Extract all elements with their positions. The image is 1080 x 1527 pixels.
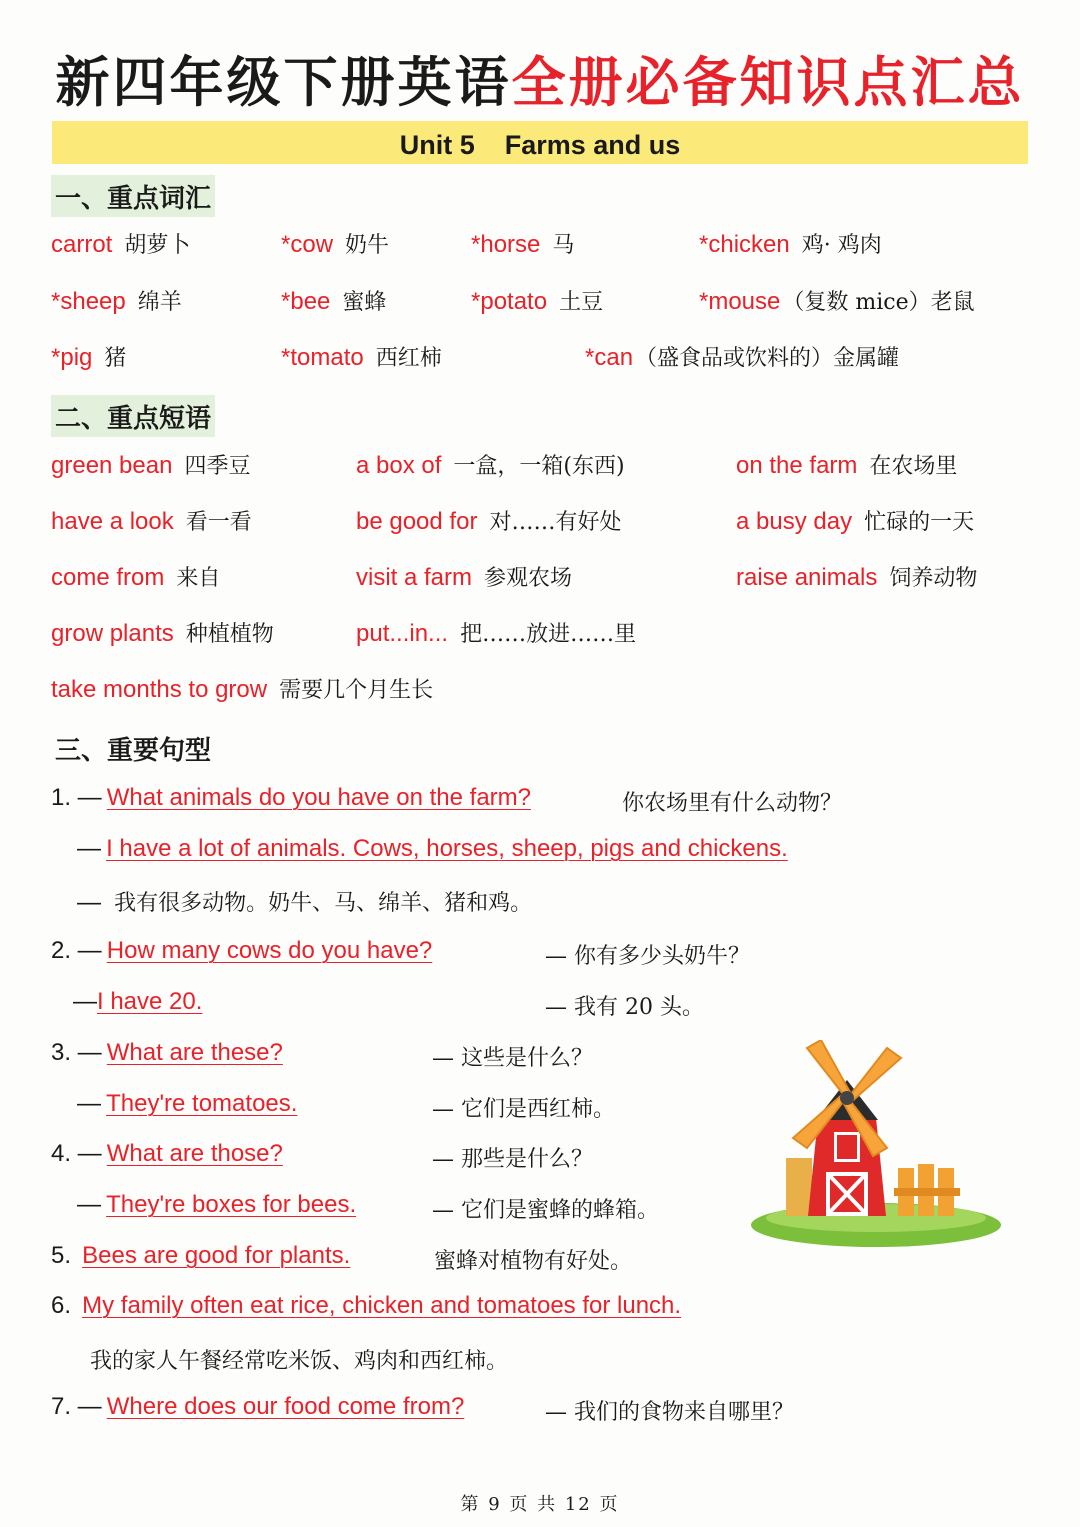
sentence-row: 7. — Where does our food come from?: [51, 1393, 465, 1420]
phrase-item: come from 来自: [51, 564, 221, 591]
vocab-item: *horse 马: [471, 231, 575, 258]
vocab-item: *sheep 绵羊: [51, 288, 182, 315]
vocab-item: *mouse（复数 mice）老鼠: [699, 288, 975, 315]
sentence-row: 3. — What are these?: [51, 1039, 283, 1066]
sentence-translation: — 我们的食物来自哪里？: [545, 1400, 794, 1425]
page-number: 第 9 页 共 12 页: [460, 1494, 620, 1515]
phrase-item: on the farm 在农场里: [736, 452, 958, 479]
sentence-row: — They're tomatoes.: [77, 1090, 298, 1117]
sentence-translation: 我的家人午餐经常吃米饭、鸡肉和西红柿。: [90, 1349, 509, 1374]
vocab-item: *pig 猪: [51, 344, 127, 371]
vocab-item: *tomato 西红柿: [281, 344, 442, 371]
title-black: 新四年级下册英语: [55, 50, 512, 114]
phrase-item: take months to grow 需要几个月生长: [51, 676, 434, 703]
phrase-item: a busy day 忙碌的一天: [736, 508, 975, 535]
sentence-row: 5. Bees are good for plants.: [51, 1242, 351, 1269]
vocab-item: *bee 蜜蜂: [281, 288, 387, 315]
sentence-row: 6. My family often eat rice, chicken and tomatoes for lunch.: [51, 1292, 682, 1319]
section-sentences-heading: 三、重要句型: [55, 736, 212, 766]
phrase-item: raise animals 饲养动物: [736, 564, 978, 591]
sentence-row: 4. — What are those?: [51, 1140, 283, 1167]
section-phrases-heading: 二、重点短语: [51, 395, 215, 437]
sentence-translation: — 你有多少头奶牛？: [545, 944, 750, 969]
sentence-row: — I have a lot of animals. Cows, horses, sheep, pigs and chickens.: [77, 835, 788, 862]
sentence-translation: 你农场里有什么动物？: [622, 791, 843, 816]
unit-label: Unit 5: [399, 130, 475, 160]
vocab-item: *chicken 鸡· 鸡肉: [699, 231, 882, 258]
sentence-translation: — 它们是蜜蜂的蜂箱。: [432, 1198, 659, 1223]
phrase-item: put...in... 把……放进……里: [356, 620, 637, 647]
unit-banner: [52, 121, 1028, 164]
vocab-item: *potato 土豆: [471, 288, 604, 315]
sentence-translation: — 我有 20 头。: [545, 995, 704, 1020]
phrase-item: visit a farm 参观农场: [356, 564, 573, 591]
section-vocab-heading: 一、重点词汇: [51, 175, 215, 217]
phrase-item: green bean 四季豆: [51, 452, 251, 479]
windmill-illustration: [748, 1040, 1004, 1255]
vocab-item: *can（盛食品或饮料的）金属罐: [585, 344, 900, 371]
sentence-translation: — 那些是什么？: [432, 1147, 593, 1172]
sentence-row: — They're boxes for bees.: [77, 1191, 357, 1218]
sentence-row: — 我有很多动物。奶牛、马、绵羊、猪和鸡。: [77, 889, 533, 916]
sentence-row: 1. — What animals do you have on the farm?: [51, 784, 532, 811]
sentence-translation: — 它们是西红柿。: [432, 1097, 615, 1122]
title-red: 全册必备知识点汇总: [511, 50, 1025, 114]
phrase-item: have a look 看一看: [51, 508, 252, 535]
page-title: [0, 40, 1080, 117]
sentence-row: —I have 20.: [73, 988, 203, 1015]
vocab-item: *cow 奶牛: [281, 231, 390, 258]
vocab-item: carrot 胡萝卜: [51, 231, 191, 258]
phrase-item: a box of 一盒，一箱(东西): [356, 452, 625, 479]
phrase-item: be good for 对……有好处: [356, 508, 622, 535]
sentence-translation: — 这些是什么？: [432, 1046, 593, 1071]
sentence-row: 2. — How many cows do you have?: [51, 937, 433, 964]
unit-name: Farms and us: [504, 130, 681, 160]
phrase-item: grow plants 种植植物: [51, 620, 274, 647]
sentence-translation: 蜜蜂对植物有好处。: [434, 1249, 633, 1274]
